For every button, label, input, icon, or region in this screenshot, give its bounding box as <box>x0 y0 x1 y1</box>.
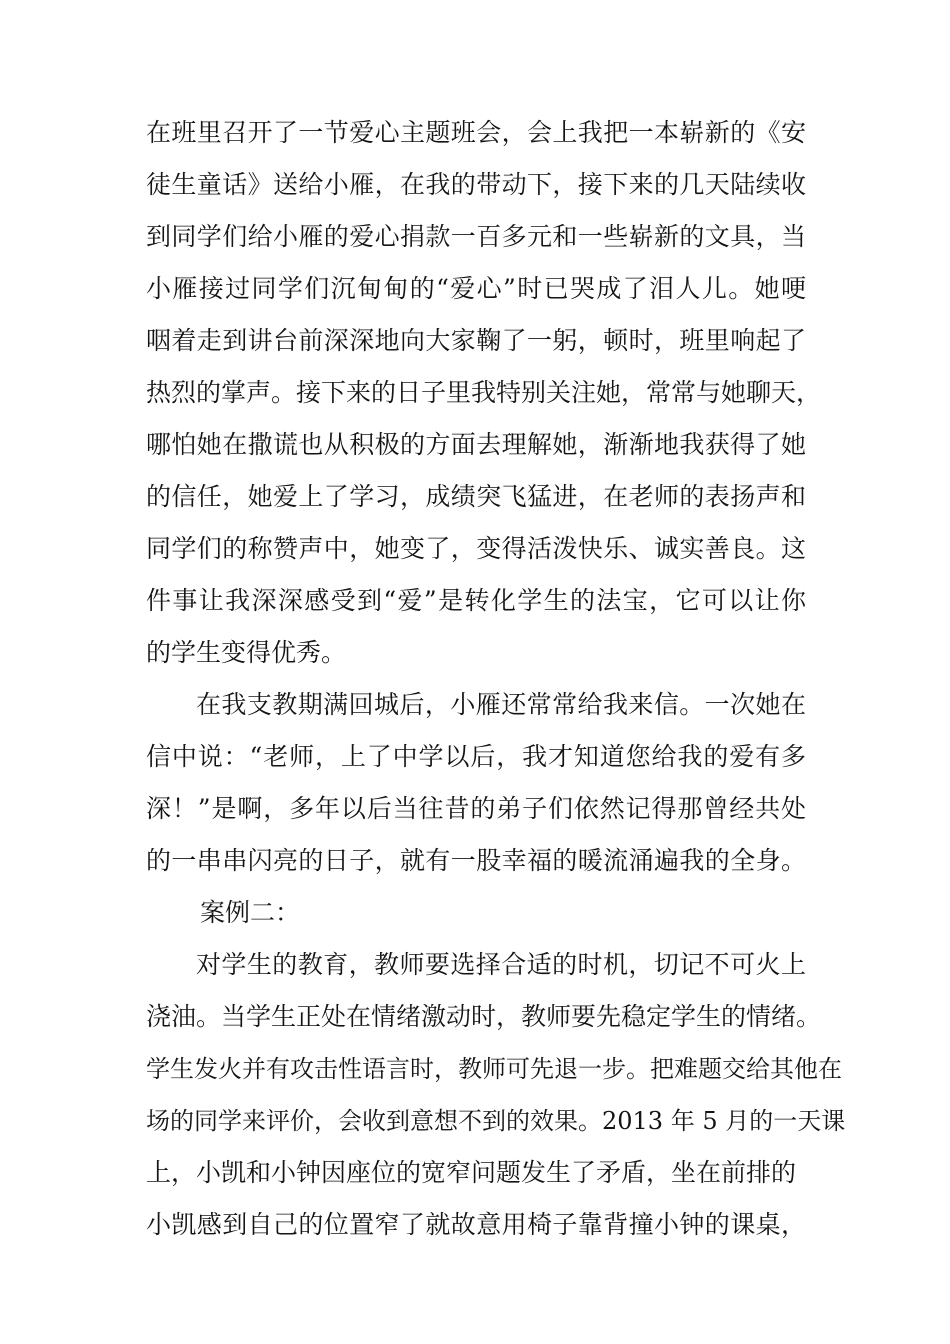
text-line-7: 哪怕她在撒谎也从积极的方面去理解她，渐渐地我获得了她 <box>146 430 806 459</box>
text-line-5: 咽着走到讲台前深深地向大家鞠了一躬，顿时，班里响起了 <box>146 326 806 355</box>
text-line-9: 同学们的称赞声中，她变了，变得活泼快乐、诚实善良。这 <box>146 534 806 563</box>
text-line-20: 场的同学来评价，会收到意想不到的效果。2013 年 5 月的一天课 <box>146 1107 846 1135</box>
text-line-14: 深！”是啊，多年以后当往昔的弟子们依然记得那曾经共处 <box>146 794 806 823</box>
text-line-19: 学生发火并有攻击性语言时，教师可先退一步。把难题交给其他在 <box>146 1055 842 1083</box>
text-line-11: 的学生变得优秀。 <box>146 638 347 667</box>
text-line-4: 小雁接过同学们沉甸甸的“爱心”时已哭成了泪人儿。她哽 <box>146 274 806 303</box>
text-line-13: 信中说：“老师，上了中学以后，我才知道您给我的爱有多 <box>146 742 806 771</box>
text-line-17: 对学生的教育，教师要选择合适的时机，切记不可火上 <box>196 950 806 979</box>
section-heading: 案例二： <box>200 898 301 927</box>
text-line-2: 徒生童话》送给小雁，在我的带动下，接下来的几天陆续收 <box>146 170 806 199</box>
text-line-8: 的信任，她爱上了学习，成绩突飞猛进，在老师的表扬声和 <box>146 482 806 511</box>
text-line-21: 上，小凯和小钟因座位的宽窄问题发生了矛盾，坐在前排的 <box>146 1158 797 1187</box>
text-line-1: 在班里召开了一节爱心主题班会，会上我把一本崭新的《安 <box>146 118 806 147</box>
text-line-6: 热烈的掌声。接下来的日子里我特别关注她，常常与她聊天， <box>146 378 822 407</box>
text-line-10: 件事让我深深感受到“爱”是转化学生的法宝，它可以让你 <box>146 586 806 615</box>
text-line-18: 浇油。当学生正处在情绪激动时，教师要先稳定学生的情绪。 <box>146 1002 822 1031</box>
text-line-3: 到同学们给小雁的爱心捐款一百多元和一些崭新的文具，当 <box>146 222 806 251</box>
text-line-12: 在我支教期满回城后，小雁还常常给我来信。一次她在 <box>196 690 806 719</box>
text-line-22: 小凯感到自己的位置窄了就故意用椅子靠背撞小钟的课桌， <box>146 1210 806 1239</box>
text-line-15: 的一串串闪亮的日子，就有一股幸福的暖流涌遍我的全身。 <box>146 846 806 875</box>
